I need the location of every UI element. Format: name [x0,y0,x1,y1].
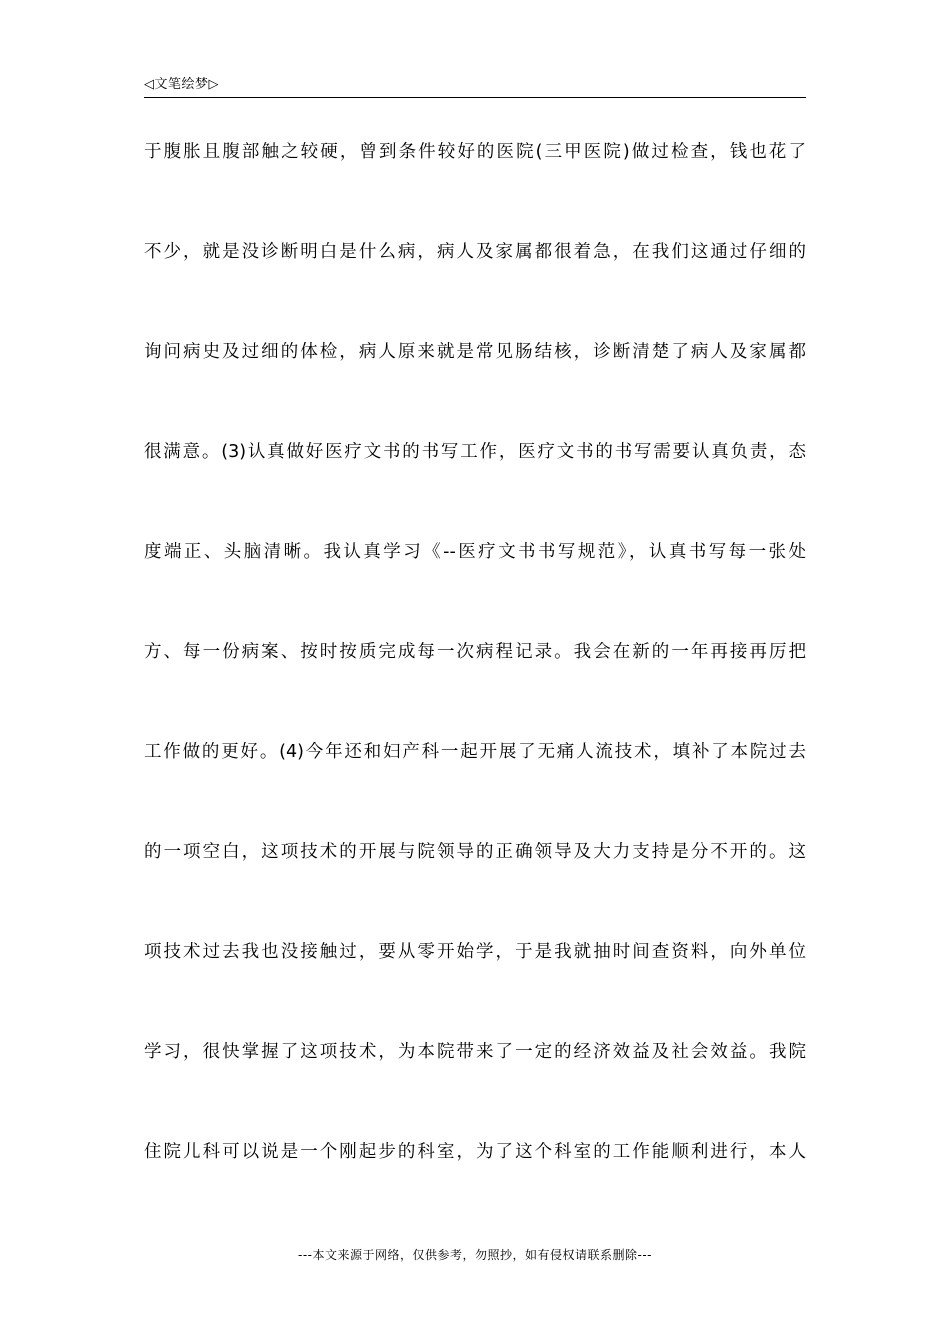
body-line: 住院儿科可以说是一个刚起步的科室，为了这个科室的工作能顺利进行，本人 [144,1142,806,1162]
document-body [144,128,806,1228]
header-divider [144,97,806,98]
body-line: 的一项空白，这项技术的开展与院领导的正确领导及大力支持是分不开的。这 [144,842,806,862]
body-line: 不少，就是没诊断明白是什么病，病人及家属都很着急，在我们这通过仔细的 [144,242,806,262]
body-line: 方、每一份病案、按时按质完成每一次病程记录。我会在新的一年再接再厉把 [144,642,806,662]
body-line: 学习，很快掌握了这项技术，为本院带来了一定的经济效益及社会效益。我院 [144,1042,806,1062]
body-line: 很满意。(3)认真做好医疗文书的书写工作，医疗文书的书写需要认真负责，态 [144,442,806,462]
body-line: 于腹胀且腹部触之较硬，曾到条件较好的医院(三甲医院)做过检查，钱也花了 [144,142,806,162]
body-line: 度端正、头脑清晰。我认真学习《--医疗文书书写规范》，认真书写每一张处 [144,542,806,562]
page-header-title: ◁文笔绘梦▷ [144,77,219,92]
body-line: 项技术过去我也没接触过，要从零开始学，于是我就抽时间查资料，向外单位 [144,942,806,962]
page-footer-disclaimer: ---本文来源于网络，仅供参考，勿照抄，如有侵权请联系删除--- [298,1248,652,1262]
body-line: 询问病史及过细的体检，病人原来就是常见肠结核，诊断清楚了病人及家属都 [144,342,806,362]
body-line: 工作做的更好。(4)今年还和妇产科一起开展了无痛人流技术，填补了本院过去 [144,742,806,762]
